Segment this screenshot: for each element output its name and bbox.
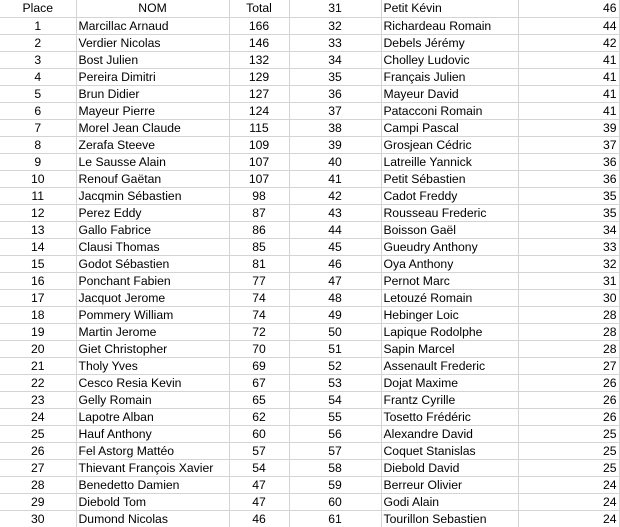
cell-total-right[interactable]: 41	[518, 68, 619, 85]
cell-place-left[interactable]: 19	[0, 323, 76, 340]
cell-name-right[interactable]: Cadot Freddy	[381, 187, 518, 204]
cell-total-right[interactable]: 41	[518, 102, 619, 119]
cell-total-left[interactable]: 85	[229, 238, 289, 255]
cell-place-left[interactable]: 5	[0, 85, 76, 102]
cell-place-right[interactable]: 55	[289, 408, 381, 425]
cell-name-left[interactable]: Gelly Romain	[76, 391, 229, 408]
cell-place-right[interactable]: 31	[289, 0, 381, 17]
cell-place-left[interactable]: 2	[0, 34, 76, 51]
cell-name-right[interactable]: Debels Jérémy	[381, 34, 518, 51]
cell-place-left[interactable]: 7	[0, 119, 76, 136]
cell-place-left[interactable]: 16	[0, 272, 76, 289]
cell-name-right[interactable]: Tourillon Sebastien	[381, 510, 518, 527]
table-row	[0, 238, 619, 255]
cell-place-right[interactable]: 53	[289, 374, 381, 391]
cell-name-left[interactable]: Thievant François Xavier	[76, 459, 229, 476]
cell-place-right[interactable]: 56	[289, 425, 381, 442]
cell-place-left[interactable]: 25	[0, 425, 76, 442]
cell-place-right[interactable]: 51	[289, 340, 381, 357]
header-row	[0, 0, 619, 17]
table-row	[0, 119, 619, 136]
cell-place-left[interactable]: 10	[0, 170, 76, 187]
cell-name-right[interactable]: Frantz Cyrille	[381, 391, 518, 408]
cell-name-right[interactable]: Grosjean Cédric	[381, 136, 518, 153]
cell-place-right[interactable]: 34	[289, 51, 381, 68]
cell-place-right[interactable]: 32	[289, 17, 381, 34]
cell-total-left[interactable]: 72	[229, 323, 289, 340]
cell-total-right[interactable]: 30	[518, 289, 619, 306]
table-row	[0, 374, 619, 391]
cell-name-left[interactable]: Pommery William	[76, 306, 229, 323]
cell-name-right[interactable]: Alexandre David	[381, 425, 518, 442]
cell-place-right[interactable]: 54	[289, 391, 381, 408]
cell-name-right[interactable]: Pernot Marc	[381, 272, 518, 289]
cell-total-right[interactable]: 26	[518, 391, 619, 408]
table-row	[0, 153, 619, 170]
cell-place-right[interactable]: 35	[289, 68, 381, 85]
cell-total-right[interactable]: 27	[518, 357, 619, 374]
cell-name-left[interactable]: Giet Christopher	[76, 340, 229, 357]
cell-place-left[interactable]: 3	[0, 51, 76, 68]
cell-name-right[interactable]: Dojat Maxime	[381, 374, 518, 391]
cell-place-right[interactable]: 43	[289, 204, 381, 221]
cell-name-left[interactable]: Lapotre Alban	[76, 408, 229, 425]
cell-total-left[interactable]: 115	[229, 119, 289, 136]
table-row	[0, 102, 619, 119]
cell-total-left[interactable]: 124	[229, 102, 289, 119]
cell-total-left[interactable]: 74	[229, 306, 289, 323]
table-row	[0, 323, 619, 340]
cell-total-right[interactable]: 42	[518, 34, 619, 51]
cell-total-right[interactable]: 24	[518, 493, 619, 510]
cell-name-left[interactable]: Verdier Nicolas	[76, 34, 229, 51]
cell-name-right[interactable]: Français Julien	[381, 68, 518, 85]
cell-name-right[interactable]: Coquet Stanislas	[381, 442, 518, 459]
cell-place-right[interactable]: 47	[289, 272, 381, 289]
cell-total-header[interactable]: Total	[229, 0, 289, 17]
cell-name-left[interactable]: Morel Jean Claude	[76, 119, 229, 136]
cell-total-right[interactable]: 39	[518, 119, 619, 136]
table-row	[0, 289, 619, 306]
cell-name-left[interactable]: Mayeur Pierre	[76, 102, 229, 119]
table-row	[0, 459, 619, 476]
table-row	[0, 68, 619, 85]
cell-name-right[interactable]: Boisson Gaël	[381, 221, 518, 238]
cell-place-left[interactable]: 14	[0, 238, 76, 255]
cell-place-right[interactable]: 38	[289, 119, 381, 136]
cell-place-right[interactable]: 41	[289, 170, 381, 187]
cell-total-right[interactable]: 44	[518, 17, 619, 34]
cell-name-right[interactable]: Tosetto Frédéric	[381, 408, 518, 425]
cell-total-right[interactable]: 28	[518, 323, 619, 340]
cell-name-left[interactable]: Tholy Yves	[76, 357, 229, 374]
cell-total-left[interactable]: 54	[229, 459, 289, 476]
table-row	[0, 51, 619, 68]
cell-name-left[interactable]: Brun Didier	[76, 85, 229, 102]
cell-place-left[interactable]: 26	[0, 442, 76, 459]
cell-total-left[interactable]: 62	[229, 408, 289, 425]
cell-total-right[interactable]: 35	[518, 187, 619, 204]
cell-name-left[interactable]: Perez Eddy	[76, 204, 229, 221]
cell-total-right[interactable]: 24	[518, 510, 619, 527]
cell-name-left[interactable]: Dumond Nicolas	[76, 510, 229, 527]
cell-place-right[interactable]: 60	[289, 493, 381, 510]
cell-total-left[interactable]: 107	[229, 153, 289, 170]
table-row	[0, 493, 619, 510]
cell-total-right[interactable]: 35	[518, 204, 619, 221]
cell-place-left[interactable]: 11	[0, 187, 76, 204]
cell-total-left[interactable]: 146	[229, 34, 289, 51]
cell-total-right[interactable]: 36	[518, 170, 619, 187]
cell-name-left[interactable]: Zerafa Steeve	[76, 136, 229, 153]
cell-total-right[interactable]: 33	[518, 238, 619, 255]
cell-place-left[interactable]: 17	[0, 289, 76, 306]
cell-name-left[interactable]: Godot Sébastien	[76, 255, 229, 272]
cell-place-left[interactable]: 12	[0, 204, 76, 221]
cell-name-left[interactable]: Renouf Gaëtan	[76, 170, 229, 187]
cell-total-left[interactable]: 47	[229, 493, 289, 510]
table-row	[0, 85, 619, 102]
cell-place-right[interactable]: 48	[289, 289, 381, 306]
cell-name-left[interactable]: Fel Astorg Mattéo	[76, 442, 229, 459]
table-row	[0, 34, 619, 51]
cell-place-right[interactable]: 36	[289, 85, 381, 102]
cell-total-left[interactable]: 77	[229, 272, 289, 289]
cell-nom-header[interactable]: NOM	[76, 0, 229, 17]
table-row	[0, 408, 619, 425]
cell-name-left[interactable]: Bost Julien	[76, 51, 229, 68]
cell-name-left[interactable]: Jacquot Jerome	[76, 289, 229, 306]
cell-name-left[interactable]: Diebold Tom	[76, 493, 229, 510]
cell-total-right[interactable]: 28	[518, 340, 619, 357]
cell-name-left[interactable]: Le Sausse Alain	[76, 153, 229, 170]
table-row	[0, 425, 619, 442]
table-row	[0, 204, 619, 221]
cell-name-left[interactable]: Pereira Dimitri	[76, 68, 229, 85]
cell-place-right[interactable]: 42	[289, 187, 381, 204]
cell-total-left[interactable]: 87	[229, 204, 289, 221]
cell-name-left[interactable]: Martin Jerome	[76, 323, 229, 340]
cell-place-left[interactable]: 24	[0, 408, 76, 425]
cell-name-right[interactable]: Godi Alain	[381, 493, 518, 510]
cell-total-left[interactable]: 127	[229, 85, 289, 102]
cell-place-left[interactable]: 15	[0, 255, 76, 272]
cell-total-right[interactable]: 25	[518, 425, 619, 442]
cell-name-left[interactable]: Cesco Resia Kevin	[76, 374, 229, 391]
cell-total-right[interactable]: 46	[518, 0, 619, 17]
table-row	[0, 306, 619, 323]
table-row	[0, 17, 619, 34]
cell-name-left[interactable]: Clausi Thomas	[76, 238, 229, 255]
cell-name-right[interactable]: Petit Kévin	[381, 0, 518, 17]
cell-total-left[interactable]: 86	[229, 221, 289, 238]
table-row	[0, 136, 619, 153]
table-row	[0, 340, 619, 357]
cell-name-right[interactable]: Gueudry Anthony	[381, 238, 518, 255]
cell-place-left[interactable]: 18	[0, 306, 76, 323]
cell-total-left[interactable]: 109	[229, 136, 289, 153]
cell-place-left[interactable]: 28	[0, 476, 76, 493]
cell-name-right[interactable]: Letouzé Romain	[381, 289, 518, 306]
cell-place-left[interactable]: 22	[0, 374, 76, 391]
cell-name-right[interactable]: Oya Anthony	[381, 255, 518, 272]
cell-place-right[interactable]: 52	[289, 357, 381, 374]
cell-total-left[interactable]: 166	[229, 17, 289, 34]
cell-name-right[interactable]: Assenault Frederic	[381, 357, 518, 374]
cell-total-left[interactable]: 46	[229, 510, 289, 527]
cell-place-left[interactable]: 8	[0, 136, 76, 153]
cell-total-left[interactable]: 57	[229, 442, 289, 459]
table-row	[0, 255, 619, 272]
cell-total-right[interactable]: 24	[518, 476, 619, 493]
cell-total-left[interactable]: 107	[229, 170, 289, 187]
cell-place-left[interactable]: 20	[0, 340, 76, 357]
cell-total-right[interactable]: 34	[518, 221, 619, 238]
cell-place-left[interactable]: 6	[0, 102, 76, 119]
cell-place-right[interactable]: 40	[289, 153, 381, 170]
cell-place-left[interactable]: 29	[0, 493, 76, 510]
cell-place-left[interactable]: 9	[0, 153, 76, 170]
cell-total-left[interactable]: 74	[229, 289, 289, 306]
cell-name-right[interactable]: Richardeau Romain	[381, 17, 518, 34]
cell-name-right[interactable]: Mayeur David	[381, 85, 518, 102]
cell-place-right[interactable]: 57	[289, 442, 381, 459]
cell-name-right[interactable]: Latreille Yannick	[381, 153, 518, 170]
cell-place-right[interactable]: 49	[289, 306, 381, 323]
cell-name-right[interactable]: Diebold David	[381, 459, 518, 476]
cell-place-right[interactable]: 37	[289, 102, 381, 119]
cell-total-left[interactable]: 65	[229, 391, 289, 408]
cell-place-left[interactable]: 13	[0, 221, 76, 238]
cell-place-left[interactable]: 27	[0, 459, 76, 476]
cell-place-right[interactable]: 45	[289, 238, 381, 255]
cell-total-right[interactable]: 41	[518, 51, 619, 68]
cell-total-right[interactable]: 36	[518, 153, 619, 170]
cell-place-right[interactable]: 59	[289, 476, 381, 493]
cell-total-right[interactable]: 28	[518, 306, 619, 323]
cell-place-left[interactable]: 30	[0, 510, 76, 527]
table-row	[0, 170, 619, 187]
table-row	[0, 221, 619, 238]
cell-total-left[interactable]: 70	[229, 340, 289, 357]
cell-place-right[interactable]: 58	[289, 459, 381, 476]
cell-place-left[interactable]: 23	[0, 391, 76, 408]
cell-place-right[interactable]: 44	[289, 221, 381, 238]
table-row	[0, 272, 619, 289]
cell-total-right[interactable]: 31	[518, 272, 619, 289]
cell-name-right[interactable]: Berreur Olivier	[381, 476, 518, 493]
cell-total-left[interactable]: 47	[229, 476, 289, 493]
cell-name-right[interactable]: Hebinger Loic	[381, 306, 518, 323]
cell-total-left[interactable]: 60	[229, 425, 289, 442]
cell-place-right[interactable]: 61	[289, 510, 381, 527]
table-row	[0, 391, 619, 408]
cell-total-right[interactable]: 37	[518, 136, 619, 153]
cell-name-left[interactable]: Hauf Anthony	[76, 425, 229, 442]
cell-total-right[interactable]: 26	[518, 374, 619, 391]
table-row	[0, 187, 619, 204]
cell-total-left[interactable]: 132	[229, 51, 289, 68]
cell-total-right[interactable]: 41	[518, 85, 619, 102]
table-row	[0, 442, 619, 459]
cell-place-right[interactable]: 39	[289, 136, 381, 153]
cell-place-right[interactable]: 46	[289, 255, 381, 272]
cell-name-left[interactable]: Gallo Fabrice	[76, 221, 229, 238]
cell-place-left[interactable]: 4	[0, 68, 76, 85]
cell-place-right[interactable]: 50	[289, 323, 381, 340]
cell-total-left[interactable]: 81	[229, 255, 289, 272]
cell-name-left[interactable]: Jacqmin Sébastien	[76, 187, 229, 204]
cell-name-left[interactable]: Benedetto Damien	[76, 476, 229, 493]
cell-name-right[interactable]: Sapin Marcel	[381, 340, 518, 357]
cell-place-right[interactable]: 33	[289, 34, 381, 51]
cell-total-left[interactable]: 69	[229, 357, 289, 374]
table-row	[0, 357, 619, 374]
cell-name-right[interactable]: Rousseau Frederic	[381, 204, 518, 221]
cell-name-right[interactable]: Lapique Rodolphe	[381, 323, 518, 340]
cell-name-right[interactable]: Cholley Ludovic	[381, 51, 518, 68]
table-row	[0, 510, 619, 527]
cell-total-right[interactable]: 32	[518, 255, 619, 272]
cell-name-left[interactable]: Marcillac Arnaud	[76, 17, 229, 34]
cell-total-right[interactable]: 26	[518, 408, 619, 425]
cell-name-right[interactable]: Patacconi Romain	[381, 102, 518, 119]
cell-place-left[interactable]: 21	[0, 357, 76, 374]
cell-place-left[interactable]: 1	[0, 17, 76, 34]
cell-total-right[interactable]: 25	[518, 442, 619, 459]
cell-name-right[interactable]: Petit Sébastien	[381, 170, 518, 187]
cell-total-left[interactable]: 67	[229, 374, 289, 391]
cell-name-right[interactable]: Campi Pascal	[381, 119, 518, 136]
cell-total-right[interactable]: 25	[518, 459, 619, 476]
cell-total-left[interactable]: 129	[229, 68, 289, 85]
cell-total-left[interactable]: 98	[229, 187, 289, 204]
cell-place-header[interactable]: Place	[0, 0, 76, 17]
cell-name-left[interactable]: Ponchant Fabien	[76, 272, 229, 289]
table-row	[0, 476, 619, 493]
